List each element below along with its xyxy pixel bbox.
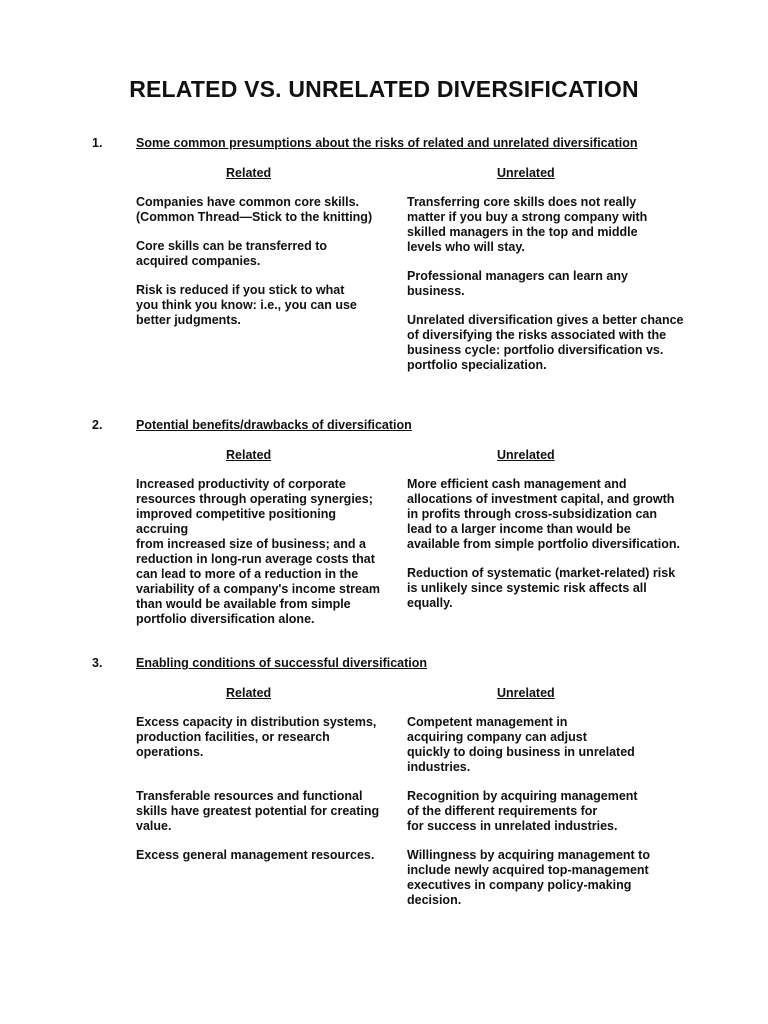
section-heading: Potential benefits/drawbacks of diversification bbox=[136, 418, 412, 432]
document-title: RELATED VS. UNRELATED DIVERSIFICATION bbox=[129, 76, 639, 102]
unrelated-paragraph: Reduction of systematic (market-related) risk is unlikely since systemic risk affects all equally. bbox=[407, 566, 676, 610]
related-header: Related bbox=[226, 448, 272, 462]
section-number: 3. bbox=[92, 656, 103, 670]
unrelated-column bbox=[407, 195, 692, 387]
unrelated-column bbox=[407, 477, 692, 625]
related-paragraph: Excess capacity in distribution systems, production facilities, or research operations. bbox=[136, 715, 377, 759]
related-paragraph: Excess general management resources. bbox=[136, 848, 375, 862]
unrelated-column bbox=[407, 715, 692, 922]
related-paragraph: Core skills can be transferred to acquired companies. bbox=[136, 239, 328, 268]
section-heading: Enabling conditions of successful diversification bbox=[136, 656, 428, 670]
unrelated-paragraph: More efficient cash management and allocations of investment capital, and growth in profits through cross-subsidization can lead to a larger income than would be available from simple portfolio diversification. bbox=[407, 477, 680, 551]
section-heading: Some common presumptions about the risks of related and unrelated diversification bbox=[136, 136, 638, 150]
unrelated-paragraph: Competent management in acquiring company can adjust quickly to doing business in unrelated industries. bbox=[407, 715, 635, 774]
unrelated-paragraph: Willingness by acquiring management to include newly acquired top-management executives in company policy-making decision. bbox=[407, 848, 650, 907]
related-column bbox=[136, 477, 388, 641]
related-column bbox=[136, 715, 388, 877]
unrelated-header: Unrelated bbox=[497, 448, 555, 462]
unrelated-header: Unrelated bbox=[497, 686, 555, 700]
unrelated-header: Unrelated bbox=[497, 166, 555, 180]
related-paragraph: Risk is reduced if you stick to what you think you know: i.e., you can use better judgments. bbox=[136, 283, 357, 327]
related-paragraph: Increased productivity of corporate resources through operating synergies; improved competitive positioning accruing from increased size of business; and a reduction in long-run average costs that can lead to more of a reduction in the variability of a company's income stream than would be available from simple portfolio diversification alone. bbox=[136, 477, 381, 626]
related-header: Related bbox=[226, 686, 272, 700]
related-column bbox=[136, 195, 388, 342]
unrelated-paragraph: Professional managers can learn any business. bbox=[407, 269, 628, 298]
related-paragraph: Transferable resources and functional skills have greatest potential for creating value. bbox=[136, 789, 380, 833]
related-paragraph: Companies have common core skills. (Common Thread—Stick to the knitting) bbox=[136, 195, 373, 224]
unrelated-paragraph: Recognition by acquiring management of the different requirements for for success in unrelated industries. bbox=[407, 789, 638, 833]
section-number: 2. bbox=[92, 418, 103, 432]
unrelated-paragraph: Unrelated diversification gives a better chance of diversifying the risks associated with the business cycle: portfolio diversification vs. portfolio specialization. bbox=[407, 313, 684, 372]
unrelated-paragraph: Transferring core skills does not really matter if you buy a strong company with skilled managers in the top and middle levels who will stay. bbox=[407, 195, 648, 254]
section-number: 1. bbox=[92, 136, 103, 150]
related-header: Related bbox=[226, 166, 272, 180]
